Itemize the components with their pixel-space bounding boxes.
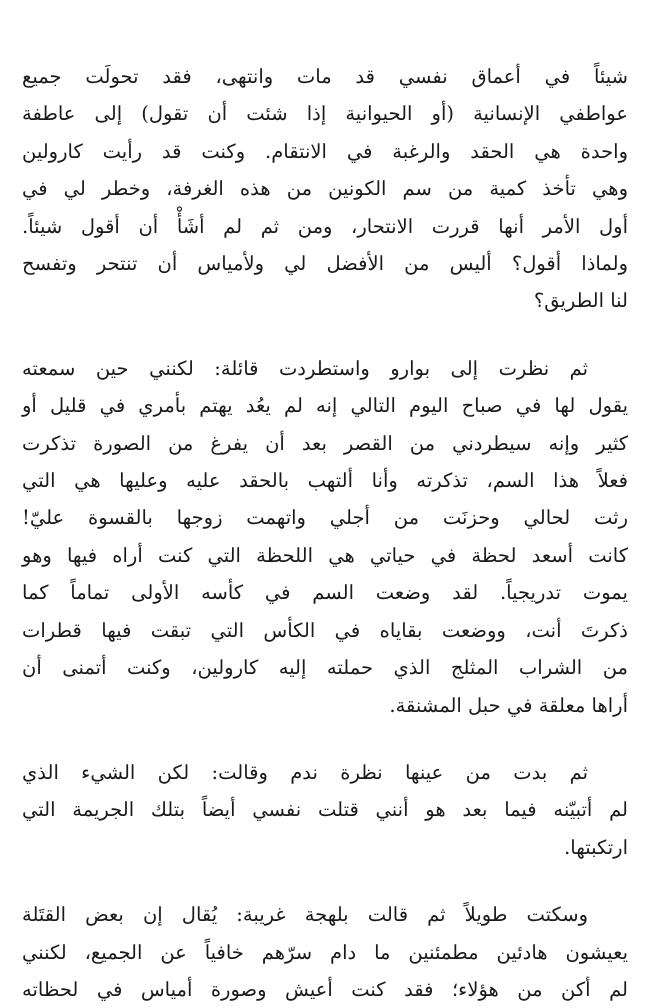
text-line: أراها معلقة في حبل المشنقة.: [389, 693, 628, 717]
text-line: يقول لها في صباح اليوم التالي إنه لم يعُد يهتم بأمري في قليل أو: [22, 394, 628, 418]
text-line: كثير وإنه سيطردني من القصر بعد أن يفرغ من الصورة تذكرت: [22, 431, 628, 455]
text-line: شيئاً في أعماق نفسي قد مات وانتهى، فقد تحولَت جميع: [22, 65, 628, 88]
paragraph-2: [22, 350, 628, 724]
text-line: كانت أسعد لحظة في حياتي هي اللحظة التي كنت أراه فيها وهو: [22, 543, 628, 567]
text-line: واحدة هي الحقد والرغبة في الانتقام. وكنت قد رأيت كارولين: [22, 139, 628, 163]
paragraph-gap: [22, 866, 628, 896]
text-line: عواطفي الإنسانية (أو الحيوانية إذا شئت أن تقول) إلى عاطفة: [22, 102, 628, 126]
text-line: وهي تأخذ كمية من سم الكونين من هذه الغرفة، وخطر لي في: [22, 177, 628, 201]
paragraph-3: [22, 754, 628, 866]
paragraph-gap: [22, 724, 628, 754]
text-line: يعيشون هادئين مطمئنين ما دام سرّهم خافياً عن الجميع، لكنني: [22, 940, 628, 964]
text-line: لم أكن من هؤلاء؛ فقد كنت أعيش وصورة أمياس في لحظاته: [22, 977, 628, 1001]
text-line: لنا الطريق؟: [533, 289, 628, 313]
text-line: ثم نظرت إلى بوارو واستطردت قائلة: لكنني حين سمعته: [22, 356, 588, 380]
text-line: لم أتبيّنه فيما بعد هو أنني قتلت نفسي أيضاً بتلك الجريمة التي: [22, 798, 628, 822]
text-line: وسكتت طويلاً ثم قالت بلهجة غريبة: يُقال إن بعض القتَلة: [22, 903, 588, 927]
text-line: فعلاً هذا السم، تذكرته وأنا ألتهب بالحقد عليه وعليها هي التي: [22, 469, 628, 493]
text-line: من الشراب المثلج الذي حملته إليه كارولين، وكنت أتمنى أن: [22, 656, 628, 680]
text-line: ولماذا أقول؟ أليس من الأفضل لي ولأمياس أن تنتحر وتفسح: [22, 252, 628, 276]
paragraph-gap: [22, 320, 628, 350]
text-line: أول الأمر أنها قررت الانتحار، ومن ثم لم أشَأْ أن أقول شيئاً.: [22, 214, 628, 238]
text-line: ارتكبتها.: [564, 835, 628, 859]
text-line: رثت لحالي وحزنَت من أجلي واتهمت زوجها بالقسوة عليّ!: [22, 506, 628, 530]
text-line: ذكرتَ أنت، ووضعت بقاياه في الكأس التي تبقت فيها قطرات: [22, 618, 628, 642]
book-page: [22, 0, 628, 1000]
text-line: ثم بدت من عينها نظرة ندم وقالت: لكن الشيء الذي: [22, 760, 588, 784]
paragraph-1: [22, 0, 628, 320]
text-line: يموت تدريجياً. لقد وضعت السم في كأسه الأولى تماماً كما: [22, 581, 628, 605]
paragraph-4: [22, 896, 628, 1008]
